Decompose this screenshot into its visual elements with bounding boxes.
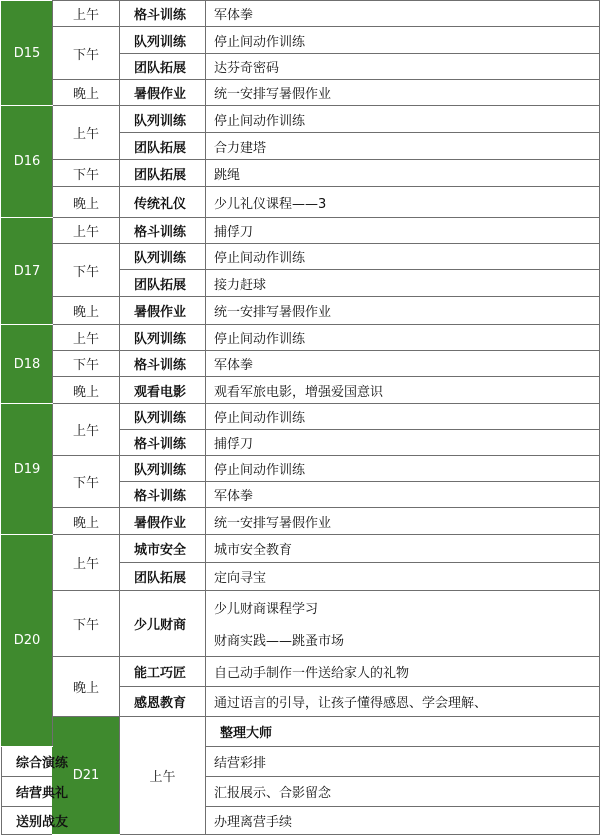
period-label: 下午 [53,351,120,377]
subject-cell: 格斗训练 [120,218,206,244]
subject-cell: 队列训练 [120,106,206,133]
content-cell: 军体拳 [206,482,600,508]
day-label: D15 [2,1,53,106]
table-row [2,325,600,351]
subject-cell: 暑假作业 [120,80,206,106]
day-label: D17 [2,218,53,325]
subject-cell: 队列训练 [120,27,206,54]
period-label: 上午 [53,325,120,351]
content-cell: 停止间动作训练 [206,456,600,482]
content-cell: 少儿礼仪课程——3 [206,187,600,218]
subject-cell: 队列训练 [120,456,206,482]
period-label: 上午 [53,1,120,27]
content-cell: 汇报展示、合影留念 [206,777,600,807]
period-label: 上午 [53,106,120,160]
content-cell: 停止间动作训练 [206,404,600,430]
subject-cell: 团队拓展 [120,54,206,80]
content-cell: 结营彩排 [206,747,600,777]
period-label: 上午 [120,717,206,835]
content-cell: 停止间动作训练 [206,106,600,133]
subject-cell: 格斗训练 [120,430,206,456]
subject-cell: 感恩教育 [120,687,206,717]
subject-cell: 团队拓展 [120,160,206,187]
content-cell: 合力建塔 [206,133,600,160]
table-row [2,1,600,27]
period-label: 晚上 [53,80,120,106]
content-cell: 跳绳 [206,160,600,187]
subject-cell: 观看电影 [120,377,206,404]
table-row [2,218,600,244]
table-row [2,160,600,187]
period-label: 上午 [53,535,120,591]
subject-cell: 队列训练 [120,325,206,351]
subject-cell: 传统礼仪 [120,187,206,218]
content-cell: 停止间动作训练 [206,325,600,351]
content-cell: 军体拳 [206,351,600,377]
table-row [2,187,600,218]
day-label: D21 [53,717,120,835]
table-row [2,80,600,106]
table-row [2,106,600,133]
table-row [2,351,600,377]
content-cell: 捕俘刀 [206,218,600,244]
content-cell: 统一安排写暑假作业 [206,297,600,325]
period-label: 上午 [53,218,120,244]
period-label: 下午 [53,27,120,80]
table-row [2,377,600,404]
day-label: D16 [2,106,53,218]
subject-cell: 送别战友 [2,807,53,835]
table-row [2,404,600,430]
period-label: 上午 [53,404,120,456]
content-cell: 自己动手制作一件送给家人的礼物 [206,657,600,687]
content-cell: 财商实践——跳蚤市场 [206,624,600,657]
content-cell: 少儿财商课程学习 [206,591,600,624]
table-row [2,717,600,747]
period-label: 晚上 [53,377,120,404]
period-label: 下午 [53,160,120,187]
subject-cell: 队列训练 [120,244,206,270]
content-cell: 军体拳 [206,1,600,27]
period-label: 晚上 [53,657,120,717]
content-cell: 达芬奇密码 [206,54,600,80]
subject-cell: 暑假作业 [120,297,206,325]
period-label: 晚上 [53,508,120,535]
subject-cell: 格斗训练 [120,351,206,377]
subject-cell: 结营典礼 [2,777,53,807]
table-row [2,657,600,687]
content-cell: 观看军旅电影，增强爱国意识 [206,377,600,404]
subject-cell: 团队拓展 [120,133,206,160]
period-label: 下午 [53,591,120,657]
content-cell: 统一安排写暑假作业 [206,80,600,106]
subject-cell: 队列训练 [120,404,206,430]
table-row [2,297,600,325]
day-label: D18 [2,325,53,404]
subject-cell: 格斗训练 [120,1,206,27]
subject-cell: 格斗训练 [120,482,206,508]
content-cell: 城市安全教育 [206,535,600,563]
content-cell: 定向寻宝 [206,563,600,591]
day-label: D19 [2,404,53,535]
subject-cell: 整理大师 [206,717,600,747]
content-cell: 停止间动作训练 [206,244,600,270]
day-label: D20 [2,535,53,747]
schedule-table [1,0,600,835]
subject-cell: 少儿财商 [120,591,206,657]
content-cell: 通过语言的引导，让孩子懂得感恩、学会理解、 [206,687,600,717]
content-cell: 捕俘刀 [206,430,600,456]
content-cell: 办理离营手续 [206,807,600,835]
content-cell: 接力赶球 [206,270,600,297]
subject-cell: 团队拓展 [120,270,206,297]
period-label: 下午 [53,456,120,508]
period-label: 晚上 [53,297,120,325]
subject-cell: 综合演练 [2,747,53,777]
table-row [2,535,600,563]
subject-cell: 团队拓展 [120,563,206,591]
subject-cell: 城市安全 [120,535,206,563]
subject-cell: 暑假作业 [120,508,206,535]
period-label: 晚上 [53,187,120,218]
table-row [2,244,600,270]
subject-cell: 能工巧匠 [120,657,206,687]
content-cell: 停止间动作训练 [206,27,600,54]
table-row [2,456,600,482]
table-row [2,27,600,54]
period-label: 下午 [53,244,120,297]
table-row [2,591,600,624]
content-cell: 统一安排写暑假作业 [206,508,600,535]
table-row [2,508,600,535]
